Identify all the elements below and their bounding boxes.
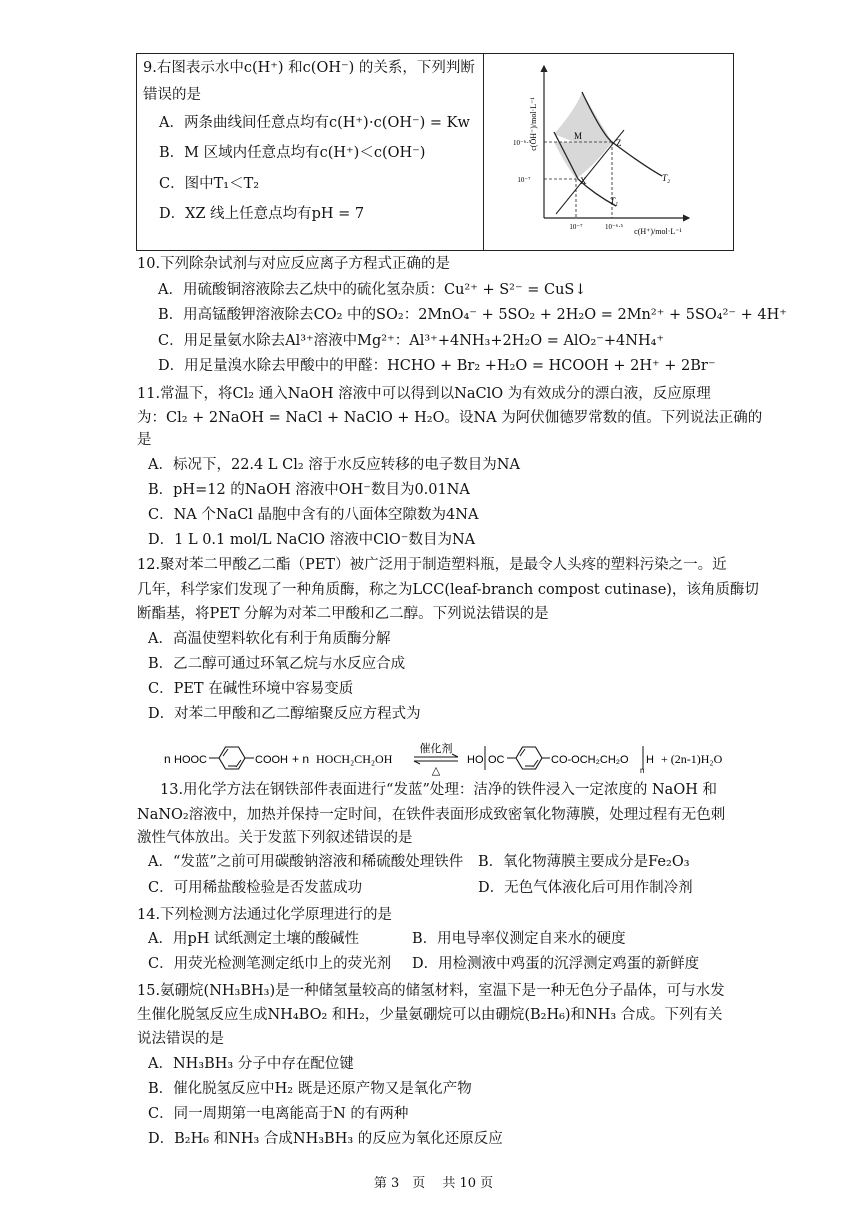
eq-h: H [646,754,654,766]
q15-option-d: D．B₂H₆ 和NH₃ 合成NH₃BH₃ 的反应为氧化还原反应 [148,1131,503,1147]
q13-option-a: A．“发蓝”之前可用碳酸钠溶液和稀硫酸处理铁件 [148,854,464,870]
q9-stem: 9.右图表示水中c(H⁺) 和c(OH⁻) 的关系，下列判断 [143,60,475,76]
q15-stem-2: 生催化脱氢反应生成NH₄BO₂ 和H₂，少量氨硼烷可以由硼烷(B₂H₆)和NH₃ 合成。下列有关 [137,1007,723,1023]
y-tick-top: 10⁻⁶·⁵ [513,139,531,147]
q10-option-d: D．用足量溴水除去甲酸中的甲醛：HCHO + Br₂ +H₂O = HCOOH + 2H⁺ + 2Br⁻ [158,358,716,374]
y-axis-label: c(OH⁻)/mol·L⁻¹ [529,97,538,151]
q12-stem: 12.聚对苯二甲酸乙二酯（PET）被广泛用于制造塑料瓶，是最令人头疼的塑料污染之一。近 [137,557,727,573]
x-axis-label: c(H⁺)/mol·L⁻¹ [634,227,682,236]
q12-equation [164,742,764,776]
y-tick-bottom: 10⁻⁷ [517,176,531,184]
eq-n1: n [164,752,171,766]
eq-oc: OC [488,754,505,766]
benzene-ring-1 [219,747,245,769]
q14-option-c: C．用荧光检测笔测定纸巾上的荧光剂 [148,956,392,972]
q12-stem-2: 几年，科学家们发现了一种角质酶，称之为LCC(leaf-branch compost cutinase)，该角质酶切 [137,582,759,598]
q11-option-a: A．标况下，22.4 L Cl₂ 溶于水反应转移的电子数目为NA [148,457,520,473]
q12-option-a: A．高温使塑料软化有利于角质酶分解 [148,631,391,647]
label-z: Z [616,138,622,148]
q9-chart [484,54,732,250]
q13-stem: 13.用化学方法在钢铁部件表面进行“发蓝”处理：洁净的铁件浸入一定浓度的 NaOH 和 [160,782,717,798]
q12-option-d: D．对苯二甲酸和乙二醇缩聚反应方程式为 [148,706,421,722]
q15-option-c: C．同一周期第一电离能高于N 的有两种 [148,1106,409,1122]
x-tick-right: 10⁻⁶·⁵ [605,223,623,231]
q9-option-d: D．XZ 线上任意点均有pH = 7 [159,206,365,222]
eq-glycol: HOCH₂CH₂OH [316,752,393,766]
q9-option-b: B．M 区域内任意点均有c(H⁺)＜c(OH⁻) [159,145,426,161]
eq-coo: CO-OCH₂CH₂O [551,754,629,766]
label-m2: M [574,131,583,141]
eq-cooh: COOH [255,754,288,766]
eq-heat: △ [431,764,441,776]
q14-option-d: D．用检测液中鸡蛋的沉浮测定鸡蛋的新鲜度 [412,956,700,972]
q13-option-c: C．可用稀盐酸检验是否发蓝成功 [148,880,363,896]
q10-option-c: C．用足量氨水除去Al³⁺溶液中Mg²⁺：Al³⁺+4NH₃+2H₂O = AlO₂⁻+4NH₄⁺ [158,333,665,349]
q9-stem-2: 错误的是 [143,87,201,103]
q10-stem: 10.下列除杂试剂与对应反应离子方程式正确的是 [137,256,451,272]
page-footer: 第 3 页 共 10 页 [373,1176,494,1191]
q9-box [136,53,734,251]
q13-option-b: B．氧化物薄膜主要成分是Fe₂O₃ [478,854,690,870]
region-m [554,92,612,142]
q11-option-b: B．pH=12 的NaOH 溶液中OH⁻数目为0.01NA [148,482,470,498]
label-t1: T₁ [610,196,619,206]
q15-stem: 15.氨硼烷(NH₃BH₃)是一种储氢量较高的储氢材料，室温下是一种无色分子晶体，可与水发 [137,983,725,999]
q12-option-b: B．乙二醇可通过环氧乙烷与水反应合成 [148,656,406,672]
eq-water: + (2n-1)H₂O [661,752,723,766]
q13-option-d: D．无色气体液化后可用作制冷剂 [478,880,693,896]
q13-stem-2: NaNO₂溶液中，加热并保持一定时间，在铁件表面形成致密氧化物薄膜，处理过程有无色刺 [137,807,726,823]
benzene-ring-2 [516,747,542,769]
q11-stem: 11.常温下，将Cl₂ 通入NaOH 溶液中可以得到以NaClO 为有效成分的漂白液，反应原理 [137,386,711,402]
eq-hooc: HOOC [174,754,207,766]
q14-option-b: B．用电导率仪测定自来水的硬度 [412,931,626,947]
q15-option-a: A．NH₃BH₃ 分子中存在配位键 [148,1056,354,1072]
q10-option-a: A．用硫酸铜溶液除去乙炔中的硫化氢杂质：Cu²⁺ + S²⁻ = CuS↓ [158,282,587,298]
q15-stem-3: 说法错误的是 [137,1031,224,1047]
eq-catalyst: 催化剂 [419,742,453,755]
label-x: X [580,176,587,186]
eq-ho: HO [467,754,484,766]
q11-stem-3: 是 [137,432,152,448]
q11-option-d: D．1 L 0.1 mol/L NaClO 溶液中ClO⁻数目为NA [148,532,476,548]
q13-stem-3: 激性气体放出。关于发蓝下列叙述错误的是 [137,830,413,846]
eq-sub-n: n [640,766,645,775]
q9-option-a: A．两条曲线间任意点均有c(H⁺)⋅c(OH⁻) = Kw [159,115,470,131]
label-t2: T₂ [662,173,671,183]
q11-stem-2: 为：Cl₂ + 2NaOH = NaCl + NaClO + H₂O。设NA 为阿伏伽德罗常数的值。下列说法正确的 [137,410,763,426]
q14-stem: 14.下列检测方法通过化学原理进行的是 [137,907,393,923]
q9-option-c: C．图中T₁＜T₂ [159,176,260,192]
q10-option-b: B．用高锰酸钾溶液除去CO₂ 中的SO₂：2MnO₄⁻ + 5SO₂ + 2H₂O = 2Mn²⁺ + 5SO₄²⁻ + 4H⁺ [158,307,787,323]
q15-option-b: B．催化脱氢反应中H₂ 既是还原产物又是氧化产物 [148,1081,472,1097]
q11-option-c: C．NA 个NaCl 晶胞中含有的八面体空隙数为4NA [148,507,479,523]
q14-option-a: A．用pH 试纸测定土壤的酸碱性 [148,931,360,947]
q12-stem-3: 断酯基，将PET 分解为对苯二甲酸和乙二醇。下列说法错误的是 [137,606,549,622]
q12-option-c: C．PET 在碱性环境中容易变质 [148,681,354,697]
q9-text-cell [137,54,484,250]
eq-plus-n: + n [292,752,310,766]
x-tick-left: 10⁻⁷ [569,223,583,231]
